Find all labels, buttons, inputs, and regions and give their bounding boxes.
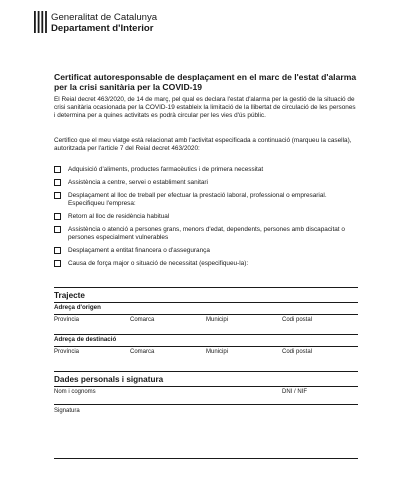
- org-line-generalitat: Generalitat de Catalunya: [51, 12, 158, 23]
- origin-provincia-label: Província: [54, 317, 80, 323]
- checkbox[interactable]: [54, 247, 61, 254]
- checkbox[interactable]: [54, 213, 61, 220]
- checkbox[interactable]: [54, 192, 61, 199]
- trajecte-heading: Trajecte: [54, 291, 85, 300]
- option-care[interactable]: [54, 226, 358, 242]
- checkbox[interactable]: [54, 226, 61, 233]
- section-divider: [54, 371, 358, 372]
- checkbox[interactable]: [54, 260, 61, 267]
- destination-input-line[interactable]: [54, 346, 358, 347]
- destination-codi-postal-label: Codi postal: [282, 349, 313, 355]
- option-return-home[interactable]: [54, 213, 358, 221]
- destination-municipi-label: Municipi: [206, 349, 229, 355]
- checkbox[interactable]: [54, 179, 61, 186]
- option-financial[interactable]: [54, 247, 358, 255]
- checkbox[interactable]: [54, 166, 61, 173]
- section-divider: [54, 302, 358, 303]
- destination-heading: Adreça de destinació: [54, 336, 117, 343]
- origin-input-line[interactable]: [54, 314, 358, 315]
- origin-municipi-label: Municipi: [206, 317, 229, 323]
- personal-data-heading: Dades personals i signatura: [54, 375, 164, 384]
- signature-input-line[interactable]: [54, 458, 358, 459]
- option-food[interactable]: [54, 166, 358, 174]
- origin-heading: Adreça d'origen: [54, 304, 101, 311]
- senyera-stripes-icon: [34, 11, 47, 33]
- destination-provincia-label: Província: [54, 349, 80, 355]
- option-health[interactable]: [54, 179, 358, 187]
- section-divider: [54, 287, 358, 288]
- origin-codi-postal-label: Codi postal: [282, 317, 313, 323]
- certify-paragraph: Certifico que el meu viatge està relacionat amb l'activitat especificada a continuació (marqueu la casella), autoritzada per l'article 7 del Reial decret 463/2020:: [54, 137, 352, 152]
- option-label: Causa de força major o situació de necessitat (especifiqueu-la):: [68, 260, 249, 267]
- signature-label: Signatura: [54, 408, 80, 414]
- section-divider: [54, 334, 358, 335]
- option-label: Assistència a centre, servei o establiment sanitari: [68, 179, 208, 186]
- option-force-majeure[interactable]: [54, 260, 358, 268]
- org-line-department: Departament d'Interior: [51, 23, 154, 34]
- option-label: Desplaçament a entitat financera o d'assegurança: [68, 247, 210, 254]
- destination-comarca-label: Comarca: [130, 349, 155, 355]
- origin-comarca-label: Comarca: [130, 317, 155, 323]
- certificate-title: Certificat autoresponsable de desplaçament en el marc de l'estat d'alarma per la crisi sanitària per la COVID-19: [54, 72, 357, 92]
- name-label: Nom i cognoms: [54, 389, 96, 395]
- intro-paragraph: El Reial decret 463/2020, de 14 de març, pel qual es declara l'estat d'alarma per la gestió de la situació de crisi sanitària ocasionada per la COVID-19 estableix la limitació de la llibertat de circulació de les persones i determina per a quines activitats es podrà circular per les vies d'ús públic.: [54, 96, 356, 119]
- personal-data-input-line[interactable]: [54, 386, 358, 387]
- section-divider: [54, 404, 358, 405]
- option-label: Retorn al lloc de residència habitual: [68, 213, 170, 220]
- option-work[interactable]: [54, 192, 358, 208]
- dni-nif-label: DNI / NIF: [282, 389, 307, 395]
- option-label: Adquisició d'aliments, productes farmacèutics i de primera necessitat: [68, 166, 264, 173]
- option-label: Desplaçament al lloc de treball per efectuar la prestació laboral, professional o empresarial. Especifiqueu l'empresa:: [68, 192, 327, 207]
- activity-options: [54, 166, 358, 268]
- option-label: Assistència o atenció a persones grans, menors d'edat, dependents, persones amb discapacitat o persones especialment vulnerables: [68, 226, 345, 241]
- organization-name: [51, 12, 157, 34]
